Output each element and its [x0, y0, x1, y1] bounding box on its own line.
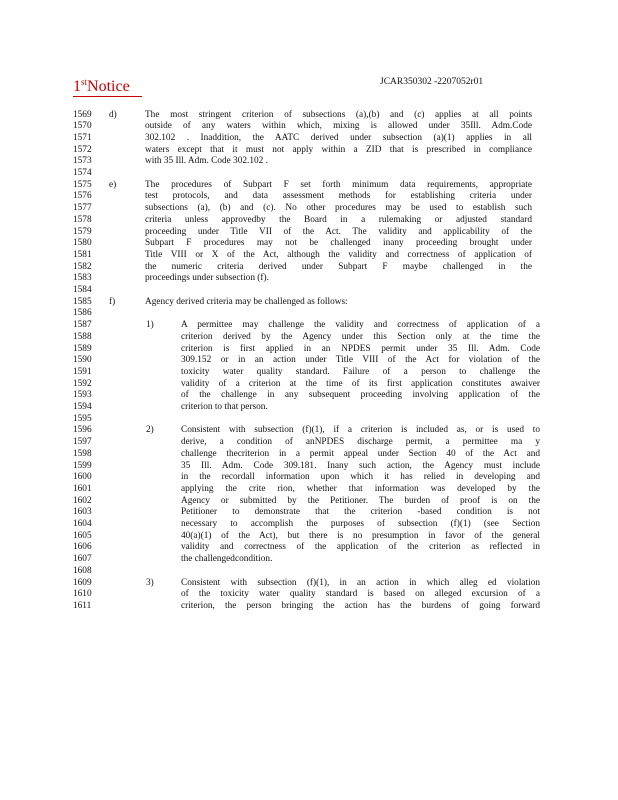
line-text: validity of a criterion at the time of its first application constitutes awaiver — [181, 378, 540, 389]
line-text: criteria unless approvedby the Board in a rulemaking or adjusted standard — [145, 214, 532, 225]
line-number: 1610 — [73, 589, 92, 600]
line-number: 1575 — [73, 179, 92, 190]
line-number: 1574 — [73, 168, 92, 178]
line-number: 1598 — [73, 448, 92, 459]
line-number: 1594 — [73, 402, 92, 412]
line-text: outside of any waters within which, mixing is allowed under 35Ill. Adm.Code — [145, 121, 532, 132]
line-text: 309.152 or in an action under Title VIII of the Act for violation of the — [181, 355, 540, 366]
line-number: 1572 — [73, 144, 92, 155]
line-number: 1609 — [73, 577, 92, 588]
line-text: derive, a condition of anNPDES discharge permit, a permittee ma y — [181, 437, 540, 448]
line-text: Consistent with subsection (f)(1), in an action in which alleg ed violation — [181, 577, 540, 588]
line-text: toxicity water quality standard. Failure of a person to challenge the — [181, 366, 540, 377]
line-number: 1599 — [73, 460, 92, 471]
line-number: 1591 — [73, 366, 92, 377]
line-text: 302.102 . Inaddition, the AATC derived under subsection (a)(1) applies in all — [145, 132, 532, 143]
line-text: criterion derived by the Agency under this Section only at the time the — [181, 331, 540, 342]
line-number: 1585 — [73, 296, 92, 307]
line-text: proceeding under Title VII of the Act. The validity and applicability of the — [145, 226, 532, 237]
line-number: 1569 — [73, 109, 92, 120]
subsection-label: d) — [109, 109, 117, 120]
line-text: The procedures of Subpart F set forth minimum data requirements, appropriate — [145, 179, 532, 190]
line-number: 1600 — [73, 472, 92, 483]
line-number: 1581 — [73, 249, 92, 260]
subsection-label: e) — [109, 179, 117, 190]
line-number: 1580 — [73, 238, 92, 249]
line-number: 1589 — [73, 343, 92, 354]
line-number: 1577 — [73, 203, 92, 214]
line-number: 1573 — [73, 156, 92, 167]
line-number: 1608 — [73, 565, 92, 576]
line-text: A permittee may challenge the validity and correctness of application of a — [181, 320, 540, 331]
line-number: 1586 — [73, 308, 92, 319]
line-text: in the recordall information upon which it has relied in developing and — [181, 472, 540, 483]
subsection-label: f) — [109, 296, 116, 307]
line-number: 1596 — [73, 425, 92, 436]
line-number: 1571 — [73, 132, 92, 143]
line-number: 1576 — [73, 191, 92, 202]
line-number: 1604 — [73, 519, 92, 529]
line-text: of the challenge in any subsequent proceeding involving application of the — [181, 390, 540, 401]
line-number: 1602 — [73, 495, 92, 506]
line-text: applying the crite rion, whether that information was developed by the — [181, 483, 540, 494]
notice-ordinal-suffix: st — [81, 77, 88, 87]
line-number: 1583 — [73, 273, 92, 284]
line-number: 1582 — [73, 261, 92, 272]
line-text: Title VIII or X of the Act, although the validity and correctness of application of — [145, 249, 532, 260]
document-id: JCAR350302 -2207052r01 — [380, 77, 484, 87]
line-text: 35 Ill. Adm. Code 309.181. Inany such action, the Agency must include — [181, 460, 540, 471]
line-text: criterion, the person bringing the action has the burdens of going forward — [181, 600, 540, 611]
line-text: with 35 Ill. Adm. Code 302.102 . — [145, 156, 268, 167]
line-number: 1588 — [73, 331, 92, 342]
line-text: Subpart F procedures may not be challenged inany proceeding brought under — [145, 238, 532, 249]
line-number: 1597 — [73, 437, 92, 448]
line-text: The most stringent criterion of subsections (a),(b) and (c) applies at all points — [145, 109, 532, 120]
line-number: 1593 — [73, 390, 92, 401]
notice-word: Notice — [87, 78, 130, 95]
line-text: proceedings under subsection (f). — [145, 273, 269, 284]
line-text: subsections (a), (b) and (c). No other procedures may be used to establish such — [145, 203, 532, 214]
line-number: 1595 — [73, 413, 92, 424]
line-text: Agency or submitted by the Petitioner. The burden of proof is on the — [181, 495, 540, 506]
line-text: Consistent with subsection (f)(1), if a criterion is included as, or is used to — [181, 425, 540, 436]
line-text: the challengedcondition. — [181, 554, 273, 565]
line-number: 1606 — [73, 542, 92, 553]
line-number: 1590 — [73, 355, 92, 366]
line-number: 1611 — [73, 600, 92, 611]
line-text: challenge thecriterion in a permit appeal under Section 40 of the Act and — [181, 448, 540, 459]
line-text: Petitioner to demonstrate that the criterion -based condition is not — [181, 507, 540, 518]
line-text: 40(a)(1) of the Act), but there is no presumption in favor of the general — [181, 530, 540, 541]
subsection-label: 1) — [146, 320, 154, 331]
line-number: 1605 — [73, 530, 92, 541]
subsection-label: 2) — [146, 425, 154, 436]
line-text: waters except that it must not apply within a ZID that is prescribed in compliance — [145, 144, 532, 155]
line-number: 1579 — [73, 226, 92, 237]
line-number: 1607 — [73, 554, 92, 565]
line-text: criterion is first applied in an NPDES permit under 35 Ill. Adm. Code — [181, 343, 540, 354]
line-text: Agency derived criteria may be challenged as follows: — [145, 296, 348, 307]
line-text: criterion to that person. — [181, 402, 268, 412]
line-text: validity and correctness of the application of the criterion as reflected in — [181, 542, 540, 553]
subsection-label: 3) — [146, 577, 154, 588]
line-number: 1578 — [73, 214, 92, 225]
line-text: necessary to accomplish the purposes of subsection (f)(1) (see Section — [181, 519, 540, 529]
line-number: 1603 — [73, 507, 92, 518]
line-number: 1592 — [73, 378, 92, 389]
notice-number: 1 — [73, 78, 81, 95]
notice-title — [73, 73, 142, 97]
line-number: 1587 — [73, 320, 92, 331]
line-text: of the toxicity water quality standard is based on alleged excursion of a — [181, 589, 540, 600]
line-number: 1601 — [73, 483, 92, 494]
line-number: 1570 — [73, 121, 92, 132]
line-text: test protocols, and data assessment methods for establishing criteria under — [145, 191, 532, 202]
line-text: the numeric criteria derived under Subpart F maybe challenged in the — [145, 261, 532, 272]
line-number: 1584 — [73, 285, 92, 295]
